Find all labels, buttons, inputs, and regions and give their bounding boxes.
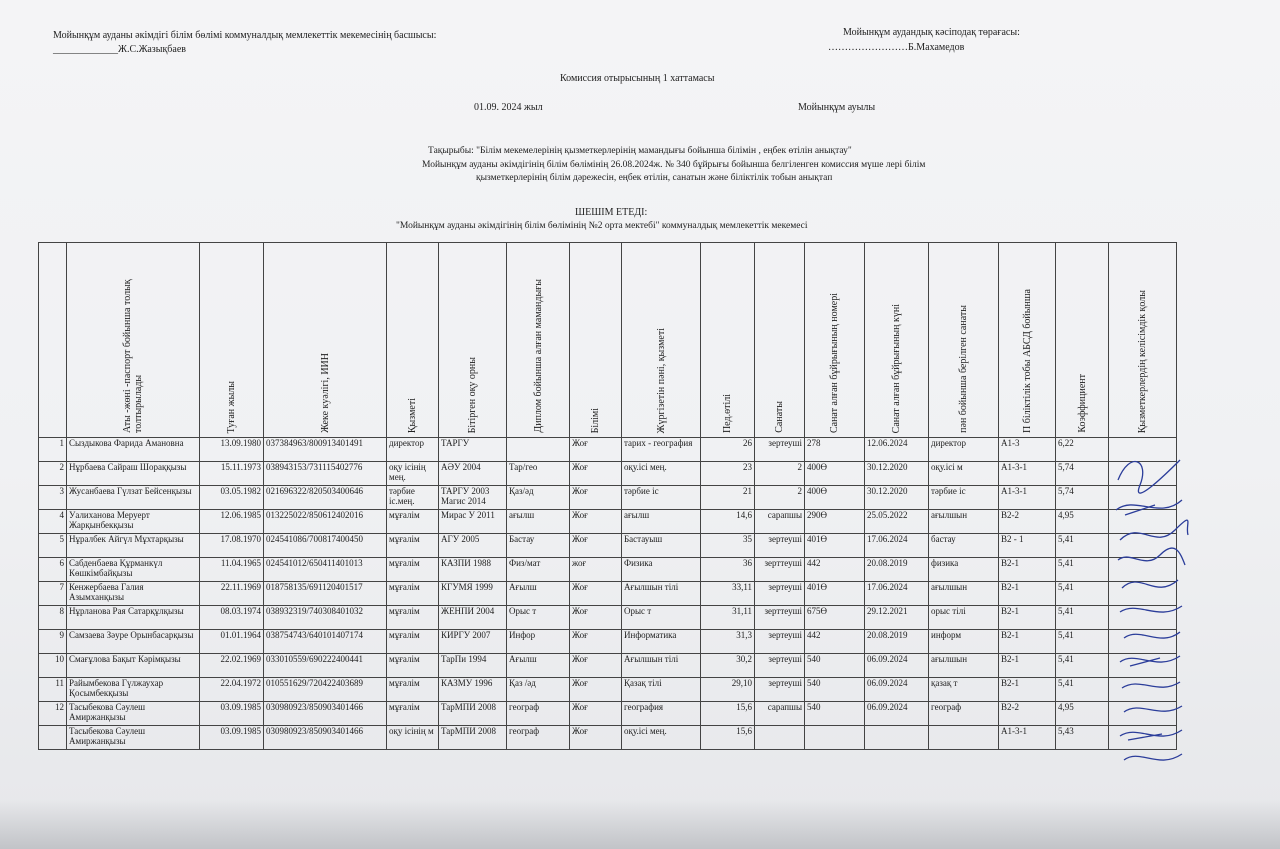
cell-subj-cat bbox=[929, 726, 999, 750]
cell-edu: Жоғ bbox=[570, 462, 622, 486]
cell-ped: 15,6 bbox=[701, 702, 755, 726]
topic-line-3: қызметкерлерінің білім дәрежесін, еңбек өтілін, санатын және біліктілік тобын анықтап bbox=[476, 173, 833, 183]
cell-ped: 21 bbox=[701, 486, 755, 510]
cell-coef: 5,74 bbox=[1056, 462, 1109, 486]
cell-ord-date: 12.06.2024 bbox=[865, 438, 929, 462]
column-header-label: пән бойынша берілген санаты bbox=[958, 305, 969, 433]
cell-coef: 6,22 bbox=[1056, 438, 1109, 462]
cell-subject: Ағылшын тілі bbox=[622, 582, 701, 606]
staff-table bbox=[38, 242, 1177, 750]
cell-ped: 36 bbox=[701, 558, 755, 582]
signature-mark bbox=[1120, 730, 1182, 740]
cell-cat: зертеуші bbox=[755, 438, 805, 462]
signature-mark bbox=[1120, 606, 1182, 612]
cell-cat: сарапшы bbox=[755, 510, 805, 534]
cell-ord-date: 30.12.2020 bbox=[865, 486, 929, 510]
cell-school: КАЗПИ 1988 bbox=[439, 558, 507, 582]
cell-subject: тәрбие іс bbox=[622, 486, 701, 510]
column-header-label: Қызметкерлердің келісімдік қолы bbox=[1137, 289, 1148, 433]
signature-mark bbox=[1124, 632, 1180, 638]
protocol-title: Комиссия отырысының 1 хаттамасы bbox=[560, 73, 715, 84]
cell-ped: 31,3 bbox=[701, 630, 755, 654]
column-header bbox=[67, 243, 200, 438]
cell-cat: зертеуші bbox=[755, 630, 805, 654]
cell-born: 03.09.1985 bbox=[200, 702, 264, 726]
cell-subject: оқу.ісі мең. bbox=[622, 726, 701, 750]
column-header bbox=[39, 243, 67, 438]
cell-cat: 2 bbox=[755, 486, 805, 510]
cell-subject: оқу.ісі мең. bbox=[622, 462, 701, 486]
cell-subject: Физика bbox=[622, 558, 701, 582]
cell-cat: 2 bbox=[755, 462, 805, 486]
cell-ord-no: 290Ө bbox=[805, 510, 865, 534]
cell-subj-cat: директор bbox=[929, 438, 999, 462]
signature-mark bbox=[1124, 706, 1182, 712]
cell-edu: Жоғ bbox=[570, 678, 622, 702]
header-left-title: Мойынқұм ауданы әкімдігі білім бөлімі коммуналдық мемлекеттік мекемесінің басшысы: bbox=[53, 30, 437, 41]
cell-id: 038932319/740308401032 bbox=[264, 606, 387, 630]
signature-mark bbox=[1116, 500, 1182, 515]
cell-spec: географ bbox=[507, 702, 570, 726]
cell-school: ТАРГУ bbox=[439, 438, 507, 462]
cell-coef: 5,74 bbox=[1056, 486, 1109, 510]
table-row bbox=[39, 486, 1177, 510]
cell-born: 11.04.1965 bbox=[200, 558, 264, 582]
table-header-row bbox=[39, 243, 1177, 438]
cell-cat: сарапшы bbox=[755, 702, 805, 726]
cell-ord-date bbox=[865, 726, 929, 750]
cell-subj-cat: қазақ т bbox=[929, 678, 999, 702]
cell-born: 17.08.1970 bbox=[200, 534, 264, 558]
cell-subject: Бастауыш bbox=[622, 534, 701, 558]
table-row bbox=[39, 702, 1177, 726]
cell-id: 024541086/700817400450 bbox=[264, 534, 387, 558]
cell-ord-no: 442 bbox=[805, 630, 865, 654]
cell-pos: мұғалім bbox=[387, 606, 439, 630]
cell-pos: мұғалім bbox=[387, 630, 439, 654]
cell-spec: Қаз /әд bbox=[507, 678, 570, 702]
cell-pos: оқу ісінің м bbox=[387, 726, 439, 750]
cell-n: 12 bbox=[39, 702, 67, 726]
cell-group: А1-3-1 bbox=[999, 486, 1056, 510]
cell-ord-no: 675Ө bbox=[805, 606, 865, 630]
cell-subj-cat: орыс тілі bbox=[929, 606, 999, 630]
cell-ped: 30,2 bbox=[701, 654, 755, 678]
cell-name: Уалиханова Меруерт Жарқынбекқызы bbox=[67, 510, 200, 534]
cell-n: 5 bbox=[39, 534, 67, 558]
table-row bbox=[39, 510, 1177, 534]
cell-pos: мұғалім bbox=[387, 654, 439, 678]
cell-edu: Жоғ bbox=[570, 534, 622, 558]
cell-name: Смағұлова Бақыт Кәрімқызы bbox=[67, 654, 200, 678]
column-header bbox=[387, 243, 439, 438]
cell-subj-cat: бастау bbox=[929, 534, 999, 558]
cell-edu: Жоғ bbox=[570, 726, 622, 750]
column-header bbox=[999, 243, 1056, 438]
cell-pos: мұғалім bbox=[387, 702, 439, 726]
cell-cat: зертеуші bbox=[755, 678, 805, 702]
cell-id: 010551629/720422403689 bbox=[264, 678, 387, 702]
cell-name: Сабденбаева Құрманкүл Көшкімбайқызы bbox=[67, 558, 200, 582]
column-header bbox=[264, 243, 387, 438]
column-header-label: Коэффициент bbox=[1076, 374, 1088, 433]
cell-group: В2-1 bbox=[999, 582, 1056, 606]
cell-born: 22.11.1969 bbox=[200, 582, 264, 606]
column-header-label: Санаты bbox=[774, 401, 785, 433]
cell-id: 033010559/690222400441 bbox=[264, 654, 387, 678]
cell-subject: тарих - география bbox=[622, 438, 701, 462]
cell-pos: оқу ісінің мең. bbox=[387, 462, 439, 486]
cell-coef: 5,41 bbox=[1056, 558, 1109, 582]
cell-group: А1-3-1 bbox=[999, 462, 1056, 486]
cell-edu: жоғ bbox=[570, 558, 622, 582]
cell-coef: 4,95 bbox=[1056, 510, 1109, 534]
cell-n: 6 bbox=[39, 558, 67, 582]
column-header-label: Жеке куәлігі, ИИН bbox=[319, 353, 331, 433]
cell-pos: директор bbox=[387, 438, 439, 462]
cell-edu: Жоғ bbox=[570, 486, 622, 510]
cell-cat: зертеуші bbox=[755, 582, 805, 606]
cell-ord-date: 25.05.2022 bbox=[865, 510, 929, 534]
cell-edu: Жоғ bbox=[570, 510, 622, 534]
cell-ord-no: 540 bbox=[805, 702, 865, 726]
cell-n: 1 bbox=[39, 438, 67, 462]
cell-subj-cat: оқу.ісі м bbox=[929, 462, 999, 486]
cell-ped: 29,10 bbox=[701, 678, 755, 702]
cell-school: ТарПи 1994 bbox=[439, 654, 507, 678]
cell-edu: Жоғ bbox=[570, 630, 622, 654]
header-right-sign: ……………………Б.Махамедов bbox=[828, 42, 965, 53]
cell-edu: Жоғ bbox=[570, 702, 622, 726]
cell-n: 11 bbox=[39, 678, 67, 702]
cell-id: 024541012/650411401013 bbox=[264, 558, 387, 582]
cell-ord-date: 20.08.2019 bbox=[865, 558, 929, 582]
column-header bbox=[805, 243, 865, 438]
cell-name: Нұрланова Рая Сатарқұлқызы bbox=[67, 606, 200, 630]
cell-ord-date: 29.12.2021 bbox=[865, 606, 929, 630]
cell-n: 7 bbox=[39, 582, 67, 606]
cell-edu: Жоғ bbox=[570, 438, 622, 462]
cell-subj-cat: географ bbox=[929, 702, 999, 726]
cell-name: Жусанбаева Гүлзат Бейсенқызы bbox=[67, 486, 200, 510]
cell-ord-date: 20.08.2019 bbox=[865, 630, 929, 654]
cell-school: ТарМПИ 2008 bbox=[439, 702, 507, 726]
cell-ord-no: 401Ө bbox=[805, 534, 865, 558]
cell-born: 12.06.1985 bbox=[200, 510, 264, 534]
cell-ord-no: 400Ө bbox=[805, 486, 865, 510]
column-header-label: Аты -жөні -паспорт бойынша толық толтырылады bbox=[122, 279, 144, 433]
cell-cat: зерттеуші bbox=[755, 558, 805, 582]
cell-spec: Инфор bbox=[507, 630, 570, 654]
cell-pos: мұғалім bbox=[387, 582, 439, 606]
cell-id: 013225022/850612402016 bbox=[264, 510, 387, 534]
table-row bbox=[39, 678, 1177, 702]
cell-school: АГУ 2005 bbox=[439, 534, 507, 558]
cell-group: В2-1 bbox=[999, 630, 1056, 654]
cell-ord-no: 540 bbox=[805, 654, 865, 678]
cell-school: КГУМЯ 1999 bbox=[439, 582, 507, 606]
cell-id: 018758135/691120401517 bbox=[264, 582, 387, 606]
topic-line-2: Мойынқұм ауданы әкімдігінің білім бөлімінің 26.08.2024ж. № 340 бұйрығы бойынша белгіленген комиссия мүше лері білім bbox=[422, 160, 926, 170]
cell-group: В2-1 bbox=[999, 654, 1056, 678]
cell-spec: Орыс т bbox=[507, 606, 570, 630]
cell-pos: мұғалім bbox=[387, 558, 439, 582]
protocol-place: Мойынқұм ауылы bbox=[798, 102, 876, 113]
cell-school: ТарМПИ 2008 bbox=[439, 726, 507, 750]
column-header-label: Білімі bbox=[590, 407, 601, 433]
cell-name: Сыздыкова Фарида Амановна bbox=[67, 438, 200, 462]
table-row bbox=[39, 534, 1177, 558]
cell-n: 10 bbox=[39, 654, 67, 678]
cell-pos: мұғалім bbox=[387, 534, 439, 558]
cell-cat: зерттеуші bbox=[755, 606, 805, 630]
cell-n: 9 bbox=[39, 630, 67, 654]
cell-id: 021696322/820503400646 bbox=[264, 486, 387, 510]
cell-school: ЖЕНПИ 2004 bbox=[439, 606, 507, 630]
cell-spec: Физ/мат bbox=[507, 558, 570, 582]
cell-ped: 26 bbox=[701, 438, 755, 462]
cell-born: 13.09.1980 bbox=[200, 438, 264, 462]
cell-group: В2-2 bbox=[999, 510, 1056, 534]
topic-line-1: Тақырыбы: "Білім мекемелерінің қызметкерлерінің мамандығы бойынша білімін , еңбек өтілін анықтау" bbox=[428, 146, 852, 156]
cell-spec: Ағылш bbox=[507, 654, 570, 678]
cell-ord-date: 06.09.2024 bbox=[865, 702, 929, 726]
cell-spec: ағылш bbox=[507, 510, 570, 534]
cell-school: Мирас У 2011 bbox=[439, 510, 507, 534]
cell-school: АӘУ 2004 bbox=[439, 462, 507, 486]
cell-school: КИРГУ 2007 bbox=[439, 630, 507, 654]
cell-edu: Жоғ bbox=[570, 606, 622, 630]
cell-id: 038754743/640101407174 bbox=[264, 630, 387, 654]
cell-ord-date: 30.12.2020 bbox=[865, 462, 929, 486]
header-left-sign: _____________Ж.С.Жазықбаев bbox=[53, 44, 186, 55]
cell-spec bbox=[507, 438, 570, 462]
cell-spec: Қаз/әд bbox=[507, 486, 570, 510]
cell-spec: Ағылш bbox=[507, 582, 570, 606]
page-shadow bbox=[0, 800, 1280, 849]
cell-school: КАЗМУ 1996 bbox=[439, 678, 507, 702]
table-row bbox=[39, 654, 1177, 678]
column-header bbox=[1056, 243, 1109, 438]
column-header bbox=[701, 243, 755, 438]
protocol-date: 01.09. 2024 жыл bbox=[474, 102, 543, 113]
column-header-label: Туған жылы bbox=[226, 380, 237, 433]
cell-ped: 15,6 bbox=[701, 726, 755, 750]
cell-group: В2 - 1 bbox=[999, 534, 1056, 558]
cell-born: 03.09.1985 bbox=[200, 726, 264, 750]
cell-cat bbox=[755, 726, 805, 750]
cell-edu: Жоғ bbox=[570, 654, 622, 678]
cell-ord-no: 400Ө bbox=[805, 462, 865, 486]
cell-name: Тасыбекова Сәулеш Амиржанқызы bbox=[67, 726, 200, 750]
cell-subject: ағылш bbox=[622, 510, 701, 534]
cell-ord-no bbox=[805, 726, 865, 750]
cell-ord-date: 06.09.2024 bbox=[865, 678, 929, 702]
cell-born: 22.04.1972 bbox=[200, 678, 264, 702]
cell-ord-date: 17.06.2024 bbox=[865, 534, 929, 558]
table-row bbox=[39, 558, 1177, 582]
cell-n: 8 bbox=[39, 606, 67, 630]
table-row bbox=[39, 606, 1177, 630]
cell-ped: 14,6 bbox=[701, 510, 755, 534]
cell-n: 4 bbox=[39, 510, 67, 534]
cell-born: 22.02.1969 bbox=[200, 654, 264, 678]
cell-name: Нұрбаева Сайраш Шораққызы bbox=[67, 462, 200, 486]
table-row bbox=[39, 582, 1177, 606]
cell-n bbox=[39, 726, 67, 750]
column-header bbox=[755, 243, 805, 438]
column-header bbox=[929, 243, 999, 438]
cell-cat: зертеуші bbox=[755, 654, 805, 678]
cell-coef: 5,41 bbox=[1056, 654, 1109, 678]
cell-coef: 5,41 bbox=[1056, 606, 1109, 630]
header-right-title: Мойынқұм аудандық кәсіподақ төрағасы: bbox=[843, 27, 1020, 38]
cell-subj-cat: ағылшын bbox=[929, 582, 999, 606]
column-header-label: Бітірген оқу орны bbox=[467, 356, 478, 433]
cell-group: А1-3 bbox=[999, 438, 1056, 462]
column-header bbox=[1109, 243, 1177, 438]
signature-mark bbox=[1120, 656, 1180, 666]
cell-id: 030980923/850903401466 bbox=[264, 726, 387, 750]
column-header bbox=[570, 243, 622, 438]
cell-subj-cat: ағылшын bbox=[929, 654, 999, 678]
cell-ped: 35 bbox=[701, 534, 755, 558]
cell-born: 03.05.1982 bbox=[200, 486, 264, 510]
column-header bbox=[439, 243, 507, 438]
signature-mark bbox=[1122, 682, 1180, 688]
cell-id: 030980923/850903401466 bbox=[264, 702, 387, 726]
cell-name: Нұралбек Айгүл Мұхтарқызы bbox=[67, 534, 200, 558]
cell-school: ТАРГУ 2003 Магис 2014 bbox=[439, 486, 507, 510]
cell-group: А1-3-1 bbox=[999, 726, 1056, 750]
column-header-label: Қызметі bbox=[407, 397, 418, 433]
column-header-label: Диплом бойынша алған мамандығы bbox=[532, 279, 544, 433]
cell-born: 15.11.1973 bbox=[200, 462, 264, 486]
cell-name: Кенжербаева Галия Азымханқызы bbox=[67, 582, 200, 606]
column-header bbox=[865, 243, 929, 438]
table-row bbox=[39, 462, 1177, 486]
signatures-column bbox=[1110, 440, 1190, 780]
cell-group: В2-1 bbox=[999, 678, 1056, 702]
column-header-label: Жүргізетін пәні, қызметі bbox=[655, 327, 667, 433]
cell-ord-no: 278 bbox=[805, 438, 865, 462]
decision-title: ШЕШІМ ЕТЕДІ: bbox=[575, 207, 648, 218]
cell-ped: 33,11 bbox=[701, 582, 755, 606]
cell-name: Самзаева Зәуре Орынбасарқызы bbox=[67, 630, 200, 654]
table-row bbox=[39, 726, 1177, 750]
column-header bbox=[622, 243, 701, 438]
decision-school: "Мойынқұм ауданы әкімдігінің білім бөлімінің №2 орта мектебі" коммуналдық мемлекеттік мекемесі bbox=[396, 221, 808, 231]
cell-spec: Бастау bbox=[507, 534, 570, 558]
cell-pos: мұғалім bbox=[387, 678, 439, 702]
cell-subj-cat: информ bbox=[929, 630, 999, 654]
table-row bbox=[39, 438, 1177, 462]
cell-coef: 4,95 bbox=[1056, 702, 1109, 726]
cell-subj-cat: тәрбие іс bbox=[929, 486, 999, 510]
column-header-label: Санат алған бұйрығының күні bbox=[891, 303, 902, 433]
cell-ped: 23 bbox=[701, 462, 755, 486]
cell-coef: 5,41 bbox=[1056, 678, 1109, 702]
cell-subj-cat: физика bbox=[929, 558, 999, 582]
signature-mark bbox=[1124, 754, 1182, 760]
cell-spec: географ bbox=[507, 726, 570, 750]
cell-edu: Жоғ bbox=[570, 582, 622, 606]
cell-born: 01.01.1964 bbox=[200, 630, 264, 654]
cell-n: 2 bbox=[39, 462, 67, 486]
cell-subject: Информатика bbox=[622, 630, 701, 654]
column-header-label: Санат алған бұйрығының номері bbox=[829, 292, 840, 433]
cell-id: 037384963/800913401491 bbox=[264, 438, 387, 462]
column-header bbox=[507, 243, 570, 438]
cell-name: Тасыбекова Сәулеш Амиржанқызы bbox=[67, 702, 200, 726]
cell-pos: мұғалім bbox=[387, 510, 439, 534]
cell-ord-no: 401Ө bbox=[805, 582, 865, 606]
cell-coef: 5,41 bbox=[1056, 534, 1109, 558]
cell-group: В2-2 bbox=[999, 702, 1056, 726]
signature-mark bbox=[1120, 520, 1188, 540]
cell-subject: география bbox=[622, 702, 701, 726]
cell-name: Райымбекова Гүлжаухар Қосымбекқызы bbox=[67, 678, 200, 702]
cell-ord-date: 06.09.2024 bbox=[865, 654, 929, 678]
cell-subj-cat: ағылшын bbox=[929, 510, 999, 534]
cell-ord-no: 540 bbox=[805, 678, 865, 702]
cell-cat: зертеуші bbox=[755, 534, 805, 558]
cell-coef: 5,41 bbox=[1056, 630, 1109, 654]
cell-coef: 5,43 bbox=[1056, 726, 1109, 750]
cell-n: 3 bbox=[39, 486, 67, 510]
cell-coef: 5,41 bbox=[1056, 582, 1109, 606]
column-header-label: Пед.өтілі bbox=[722, 393, 733, 433]
column-header-label: П біліктілік тобы АБСД бойынша bbox=[1021, 289, 1033, 433]
cell-group: В2-1 bbox=[999, 606, 1056, 630]
cell-ped: 31,11 bbox=[701, 606, 755, 630]
cell-spec: Тар/гео bbox=[507, 462, 570, 486]
column-header bbox=[200, 243, 264, 438]
cell-subject: Орыс т bbox=[622, 606, 701, 630]
cell-ord-no: 442 bbox=[805, 558, 865, 582]
signature-mark bbox=[1118, 460, 1180, 493]
cell-id: 038943153/731115402776 bbox=[264, 462, 387, 486]
cell-pos: тәрбие іс.мең. bbox=[387, 486, 439, 510]
cell-born: 08.03.1974 bbox=[200, 606, 264, 630]
cell-subject: Қазақ тілі bbox=[622, 678, 701, 702]
cell-ord-date: 17.06.2024 bbox=[865, 582, 929, 606]
table-row bbox=[39, 630, 1177, 654]
signature-mark bbox=[1118, 548, 1185, 565]
cell-subject: Ағылшын тілі bbox=[622, 654, 701, 678]
cell-group: В2-1 bbox=[999, 558, 1056, 582]
signature-mark bbox=[1122, 580, 1178, 588]
